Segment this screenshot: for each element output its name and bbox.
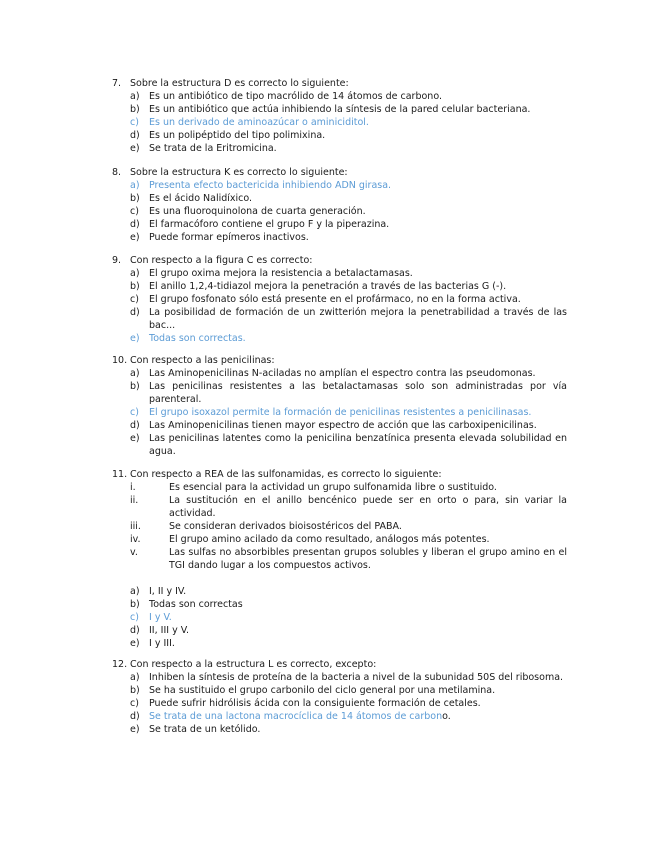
option-text: Es un antibiótico que actúa inhibiendo la síntesis de la pared celular bacteriana. — [149, 104, 531, 115]
option-text: El grupo oxima mejora la resistencia a betalactamasas. — [149, 268, 413, 279]
option-letter: e) — [130, 638, 140, 649]
option-d-answer — [112, 710, 567, 723]
option-letter: c) — [130, 698, 139, 709]
option-text: II, III y V. — [149, 625, 190, 636]
option-letter: d) — [130, 420, 140, 431]
option-letter: e) — [130, 433, 140, 444]
question-text: Con respecto a la figura C es correcto: — [130, 255, 313, 266]
option-a — [112, 90, 567, 103]
option-text: La posibilidad de formación de un zwitterión mejora la penetrabilidad a través de las bac... — [149, 307, 567, 331]
question-header — [112, 468, 567, 481]
option-c — [112, 205, 567, 218]
option-a — [112, 585, 567, 598]
option-e-answer — [112, 332, 567, 345]
option-letter: b) — [130, 599, 140, 610]
question-header — [112, 166, 567, 179]
question-8 — [112, 166, 567, 244]
statement-iii — [112, 520, 567, 533]
question-text: Sobre la estructura D es correcto lo siguiente: — [130, 78, 349, 89]
option-letter: b) — [130, 104, 140, 115]
option-a — [112, 671, 567, 684]
option-d — [112, 624, 567, 637]
option-text: El grupo fosfonato sólo está presente en el profármaco, no en la forma activa. — [149, 294, 521, 305]
option-text: Se trata de un ketólido. — [149, 724, 261, 735]
option-text: I y V. — [149, 612, 172, 623]
option-c-answer — [112, 116, 567, 129]
statement-text: Las sulfas no absorbibles presentan grupos solubles y liberan el grupo amino en el TGI dando lugar a los compuestos activos. — [169, 547, 567, 571]
question-number: 11. — [112, 469, 128, 480]
question-12 — [112, 658, 567, 736]
option-text: Todas son correctas. — [149, 333, 246, 344]
statement-number: iii. — [130, 521, 141, 532]
option-text: Presenta efecto bactericida inhibiendo ADN girasa. — [149, 180, 392, 191]
option-letter: d) — [130, 219, 140, 230]
option-letter: a) — [130, 180, 140, 191]
option-letter: b) — [130, 381, 140, 392]
question-11 — [112, 468, 567, 650]
option-text: Las penicilinas latentes como la penicilina benzatínica presenta elevada solubilidad en agua. — [149, 433, 567, 457]
option-text-plain: o. — [442, 711, 451, 722]
option-b — [112, 192, 567, 205]
option-text-highlight: Se trata de una lactona macrocíclica de 14 átomos de carbon — [149, 711, 443, 722]
option-text: Es un derivado de aminoazúcar o aminiciditol. — [149, 117, 369, 128]
option-d — [112, 306, 567, 332]
option-e — [112, 637, 567, 650]
option-text: Las Aminopenicilinas N-aciladas no amplían el espectro contra las pseudomonas. — [149, 368, 536, 379]
statement-number: ii. — [130, 495, 139, 506]
option-letter: b) — [130, 281, 140, 292]
option-a — [112, 267, 567, 280]
question-text: Con respecto a la estructura L es correcto, excepto: — [130, 659, 377, 670]
option-text: Es un antibiótico de tipo macrólido de 14 átomos de carbono. — [149, 91, 442, 102]
option-c — [112, 293, 567, 306]
option-b — [112, 103, 567, 116]
option-letter: a) — [130, 672, 140, 683]
statement-v — [112, 546, 567, 572]
option-letter: d) — [130, 130, 140, 141]
option-b — [112, 280, 567, 293]
spacer — [112, 572, 567, 585]
option-text: Es un polipéptido del tipo polimixina. — [149, 130, 326, 141]
question-text: Sobre la estructura K es correcto lo siguiente: — [130, 167, 348, 178]
option-b — [112, 598, 567, 611]
question-10 — [112, 354, 567, 458]
statement-number: iv. — [130, 534, 141, 545]
option-text: Se ha sustituido el grupo carbonilo del ciclo general por una metilamina. — [149, 685, 496, 696]
question-text: Con respecto a REA de las sulfonamidas, es correcto lo siguiente: — [130, 469, 442, 480]
question-number: 10. — [112, 355, 128, 366]
option-e — [112, 231, 567, 244]
option-letter: d) — [130, 625, 140, 636]
option-text: El anillo 1,2,4-tidiazol mejora la penetración a través de las bacterias G (-). — [149, 281, 507, 292]
option-letter: a) — [130, 368, 140, 379]
question-text: Con respecto a las penicilinas: — [130, 355, 275, 366]
option-letter: c) — [130, 612, 139, 623]
option-text: Las Aminopenicilinas tienen mayor espectro de acción que las carboxipenicilinas. — [149, 420, 537, 431]
option-b — [112, 380, 567, 406]
question-number: 7. — [112, 78, 122, 89]
option-c-answer — [112, 611, 567, 624]
option-text: Todas son correctas — [149, 599, 243, 610]
statement-iv — [112, 533, 567, 546]
option-text: Puede formar epímeros inactivos. — [149, 232, 309, 243]
statement-text: Se consideran derivados bioisostéricos del PABA. — [169, 521, 402, 532]
question-7 — [112, 77, 567, 155]
option-text — [149, 710, 567, 723]
option-letter: a) — [130, 268, 140, 279]
option-letter: d) — [130, 711, 140, 722]
option-text: Se trata de la Eritromicina. — [149, 143, 277, 154]
question-number: 12. — [112, 659, 128, 670]
option-e — [112, 142, 567, 155]
question-header — [112, 254, 567, 267]
option-text: Puede sufrir hidrólisis ácida con la consiguiente formación de cetales. — [149, 698, 481, 709]
option-text: I, II y IV. — [149, 586, 187, 597]
statement-text: Es esencial para la actividad un grupo sulfonamida libre o sustituido. — [169, 482, 497, 493]
option-letter: e) — [130, 232, 140, 243]
question-number: 8. — [112, 167, 122, 178]
option-text: Inhiben la síntesis de proteína de la bacteria a nivel de la subunidad 50S del ribosoma. — [149, 672, 564, 683]
option-e — [112, 723, 567, 736]
statement-i — [112, 481, 567, 494]
option-letter: e) — [130, 333, 140, 344]
option-text: I y III. — [149, 638, 175, 649]
statement-text: La sustitución en el anillo bencénico puede ser en orto o para, sin variar la actividad. — [169, 495, 567, 519]
option-letter: a) — [130, 91, 140, 102]
statement-number: i. — [130, 482, 136, 493]
option-letter: c) — [130, 407, 139, 418]
option-c — [112, 697, 567, 710]
option-letter: b) — [130, 193, 140, 204]
statement-text: El grupo amino acilado da como resultado, análogos más potentes. — [169, 534, 490, 545]
option-letter: e) — [130, 724, 140, 735]
option-d — [112, 419, 567, 432]
option-a-answer — [112, 179, 567, 192]
option-letter: c) — [130, 294, 139, 305]
statement-ii — [112, 494, 567, 520]
option-text: El farmacóforo contiene el grupo F y la piperazina. — [149, 219, 390, 230]
statement-number: v. — [130, 547, 138, 558]
option-b — [112, 684, 567, 697]
option-a — [112, 367, 567, 380]
question-header — [112, 77, 567, 90]
option-letter: d) — [130, 307, 140, 318]
question-header — [112, 658, 567, 671]
option-text: Las penicilinas resistentes a las betalactamasas solo son administradas por vía parenteral. — [149, 381, 567, 405]
option-d — [112, 218, 567, 231]
option-d — [112, 129, 567, 142]
question-header — [112, 354, 567, 367]
option-text: Es una fluoroquinolona de cuarta generación. — [149, 206, 366, 217]
question-9 — [112, 254, 567, 345]
option-letter: a) — [130, 586, 140, 597]
option-c-answer — [112, 406, 567, 419]
option-letter: e) — [130, 143, 140, 154]
option-e — [112, 432, 567, 458]
option-letter: b) — [130, 685, 140, 696]
question-number: 9. — [112, 255, 122, 266]
option-letter: c) — [130, 117, 139, 128]
option-text: Es el ácido Nalidíxico. — [149, 193, 253, 204]
option-letter: c) — [130, 206, 139, 217]
option-text: El grupo isoxazol permite la formación de penicilinas resistentes a penicilinasas. — [149, 407, 532, 418]
